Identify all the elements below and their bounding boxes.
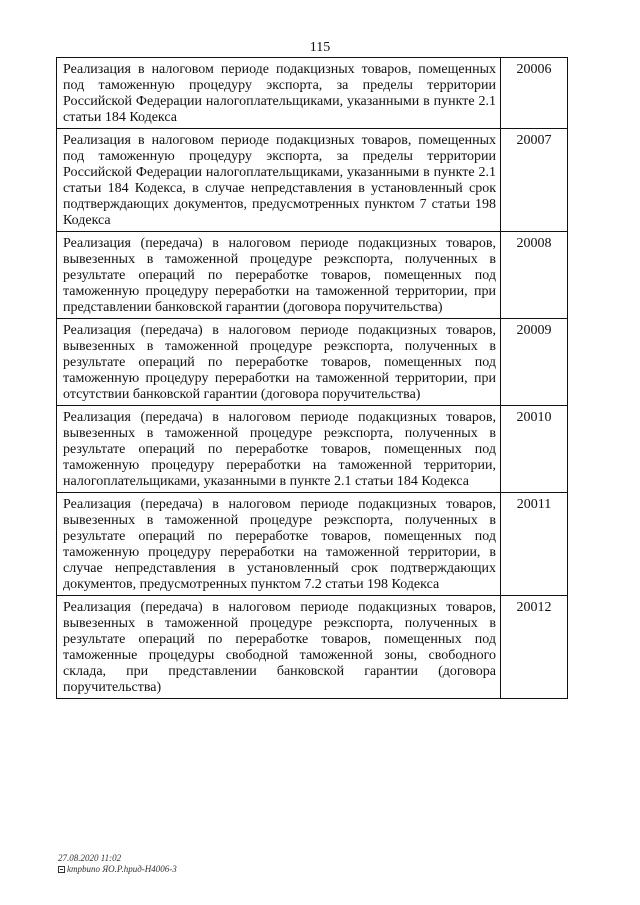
table-row <box>57 493 568 596</box>
table-row <box>57 596 568 699</box>
operation-description: Реализация (передача) в налоговом периоде подакцизных товаров, вывезенных в таможенной процедуре реэкспорта, полученных в результате операций по переработке товаров, помещенных под таможенную процедуру переработки на таможенной территории, в случае непредставления в установленный срок подтверждающих документов, предусмотренных пунктом 7.2 статьи 198 Кодекса <box>57 493 501 596</box>
operation-code: 20009 <box>501 319 568 406</box>
operation-code: 20011 <box>501 493 568 596</box>
operation-description: Реализация (передача) в налоговом периоде подакцизных товаров, вывезенных в таможенной процедуре реэкспорта, полученных в результате операций по переработке товаров, помещенных под таможенную процедуру переработки на таможенной территории, при представлении банковской гарантии (договора поручительства) <box>57 232 501 319</box>
footer-timestamp: 27.08.2020 11:02 <box>58 853 122 863</box>
operation-description: Реализация (передача) в налоговом периоде подакцизных товаров, вывезенных в таможенной процедуре реэкспорта, полученных в результате операций по переработке товаров, помещенных под таможенную процедуру переработки на таможенной территории, налогоплательщиками, указанными в пункте 2.1 статьи 184 Кодекса <box>57 406 501 493</box>
footer-doc-reference <box>58 864 177 875</box>
document-icon <box>58 866 65 873</box>
operation-description: Реализация в налоговом периоде подакцизных товаров, помещенных под таможенную процедуру экспорта, за пределы территории Российской Федерации налогоплательщиками, указанными в пункте 2.1 статьи 184 Кодекса <box>57 58 501 129</box>
table-row <box>57 232 568 319</box>
operation-codes-table <box>56 57 568 699</box>
operation-description: Реализация (передача) в налоговом периоде подакцизных товаров, вывезенных в таможенной процедуре реэкспорта, полученных в результате операций по переработке товаров, помещенных под таможенные процедуры свободной таможенной зоны, свободного склада, при представлении банковской гарантии (договора поручительства) <box>57 596 501 699</box>
table-row <box>57 58 568 129</box>
page-number: 115 <box>309 40 331 55</box>
document-footer <box>58 853 177 875</box>
operation-code: 20007 <box>501 129 568 232</box>
operation-description: Реализация в налоговом периоде подакцизных товаров, помещенных под таможенную процедуру экспорта, за пределы территории Российской Федерации налогоплательщиками, указанными в пункте 2.1 статьи 184 Кодекса, в случае непредставления в установленный срок подтверждающих документов, предусмотренных пунктом 7 статьи 198 Кодекса <box>57 129 501 232</box>
table-row <box>57 319 568 406</box>
operation-code: 20012 <box>501 596 568 699</box>
operation-description: Реализация (передача) в налоговом периоде подакцизных товаров, вывезенных в таможенной процедуре реэкспорта, полученных в результате операций по переработке товаров, помещенных под таможенную процедуру переработки на таможенной территории, при отсутствии банковской гарантии (договора поручительства) <box>57 319 501 406</box>
operation-code: 20010 <box>501 406 568 493</box>
table-row <box>57 129 568 232</box>
operation-code: 20008 <box>501 232 568 319</box>
operation-code: 20006 <box>501 58 568 129</box>
table-row <box>57 406 568 493</box>
footer-doc-reference-text: kmpbuno ЯО.Р.hрид-Н4006-3 <box>67 864 177 874</box>
